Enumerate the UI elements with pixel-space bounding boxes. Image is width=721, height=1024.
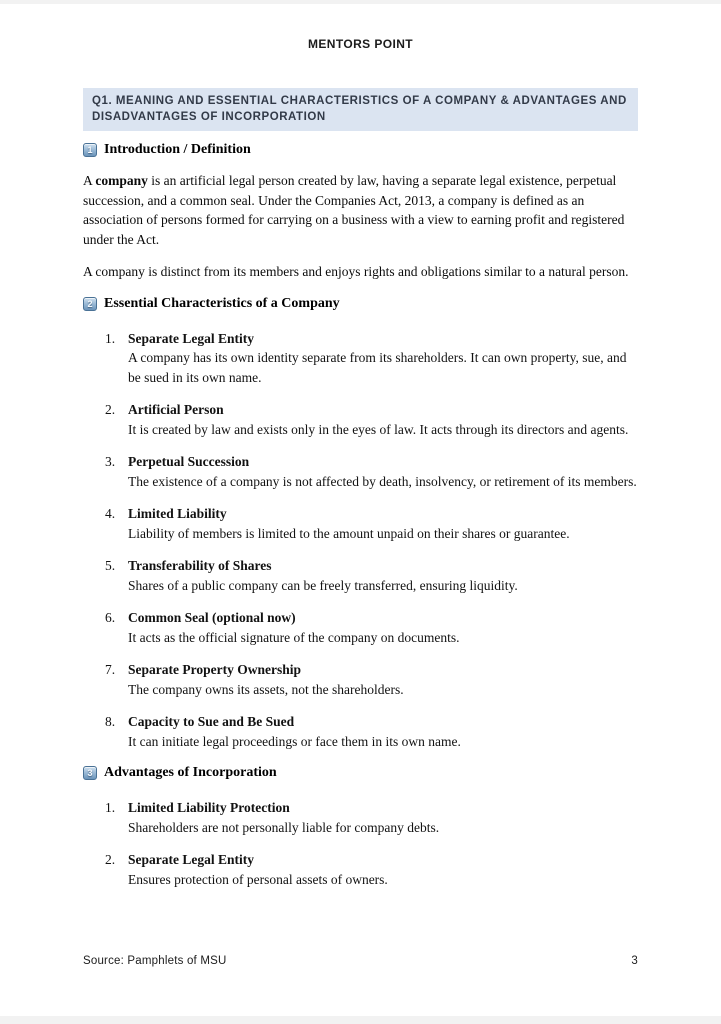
page-content	[0, 37, 721, 889]
list-item	[105, 660, 638, 699]
item-title: Common Seal (optional now)	[128, 610, 296, 625]
item-number: 8.	[105, 714, 116, 729]
item-number: 2.	[105, 852, 116, 867]
item-description: It is created by law and exists only in the eyes of law. It acts through its directors and agents.	[128, 421, 629, 437]
item-number: 1.	[105, 800, 116, 815]
item-title: Perpetual Succession	[128, 454, 250, 469]
item-title: Artificial Person	[128, 402, 224, 417]
list-item	[105, 608, 638, 647]
section-heading-label: Essential Characteristics of a Company	[104, 295, 340, 311]
paragraph-text: is an artificial legal person created by law, having a separate legal existence, perpetual succession, and a common seal. Under the Companies Act, 2013, a company is defined as an association of persons formed for carrying on a business with a view to earning profit and registered under the Act.	[83, 173, 625, 247]
item-title: Separate Legal Entity	[128, 852, 254, 867]
section-heading-characteristics	[83, 296, 638, 312]
paragraph-bold-term: company	[95, 173, 148, 188]
item-title: Separate Property Ownership	[128, 662, 301, 677]
item-title: Capacity to Sue and Be Sued	[128, 714, 295, 729]
item-description: Shares of a public company can be freely transferred, ensuring liquidity.	[128, 577, 518, 593]
item-description: A company has its own identity separate from its shareholders. It can own property, sue, and be sued in its own name.	[128, 350, 627, 385]
list-item	[105, 850, 638, 889]
footer-source: Source: Pamphlets of MSU	[83, 955, 227, 967]
list-item	[105, 504, 638, 543]
item-description: Ensures protection of personal assets of owners.	[128, 871, 388, 887]
item-number: 5.	[105, 558, 116, 573]
page-footer	[83, 955, 638, 967]
paragraph-text: A	[83, 173, 96, 188]
item-description: The existence of a company is not affected by death, insolvency, or retirement of its members.	[128, 473, 637, 489]
item-number: 2.	[105, 402, 116, 417]
footer-page-number: 3	[631, 955, 638, 967]
item-number: 4.	[105, 506, 116, 521]
list-item	[105, 556, 638, 595]
section-2-badge-icon: 2	[83, 297, 97, 311]
item-title: Limited Liability Protection	[128, 800, 290, 815]
section-heading-introduction	[83, 142, 638, 158]
advantages-list	[105, 798, 638, 889]
item-number: 3.	[105, 454, 116, 469]
section-1-badge-icon: 1	[83, 143, 97, 157]
characteristics-list	[105, 329, 638, 752]
item-description: Liability of members is limited to the amount unpaid on their shares or guarantee.	[128, 525, 570, 541]
item-title: Separate Legal Entity	[128, 330, 254, 346]
item-number: 7.	[105, 662, 116, 677]
item-number: 6.	[105, 610, 116, 625]
list-item	[105, 329, 638, 388]
item-description: The company owns its assets, not the shareholders.	[128, 681, 404, 697]
section-heading-label: Introduction / Definition	[104, 142, 251, 157]
list-item	[105, 798, 638, 837]
item-title: Transferability of Shares	[128, 558, 272, 573]
item-number: 1.	[105, 330, 116, 346]
section-heading-advantages	[83, 765, 638, 781]
item-description: It can initiate legal proceedings or face them in its own name.	[128, 733, 461, 749]
item-description: It acts as the official signature of the company on documents.	[128, 629, 460, 645]
item-title: Limited Liability	[128, 506, 227, 521]
page-sheet	[0, 4, 721, 1016]
section-3-badge-icon: 3	[83, 766, 97, 780]
page-header-title: MENTORS POINT	[308, 37, 413, 51]
list-item	[105, 400, 638, 439]
body-paragraph	[83, 171, 638, 249]
section-heading-label: Advantages of Incorporation	[104, 765, 277, 780]
item-description: Shareholders are not personally liable for company debts.	[128, 819, 440, 835]
body-paragraph: A company is distinct from its members and enjoys rights and obligations similar to a natural person.	[83, 264, 629, 279]
list-item	[105, 712, 638, 751]
question-title-bar: Q1. MEANING AND ESSENTIAL CHARACTERISTICS OF A COMPANY & ADVANTAGES AND DISADVANTAGES OF INCORPORATION	[83, 88, 638, 131]
list-item	[105, 452, 638, 491]
